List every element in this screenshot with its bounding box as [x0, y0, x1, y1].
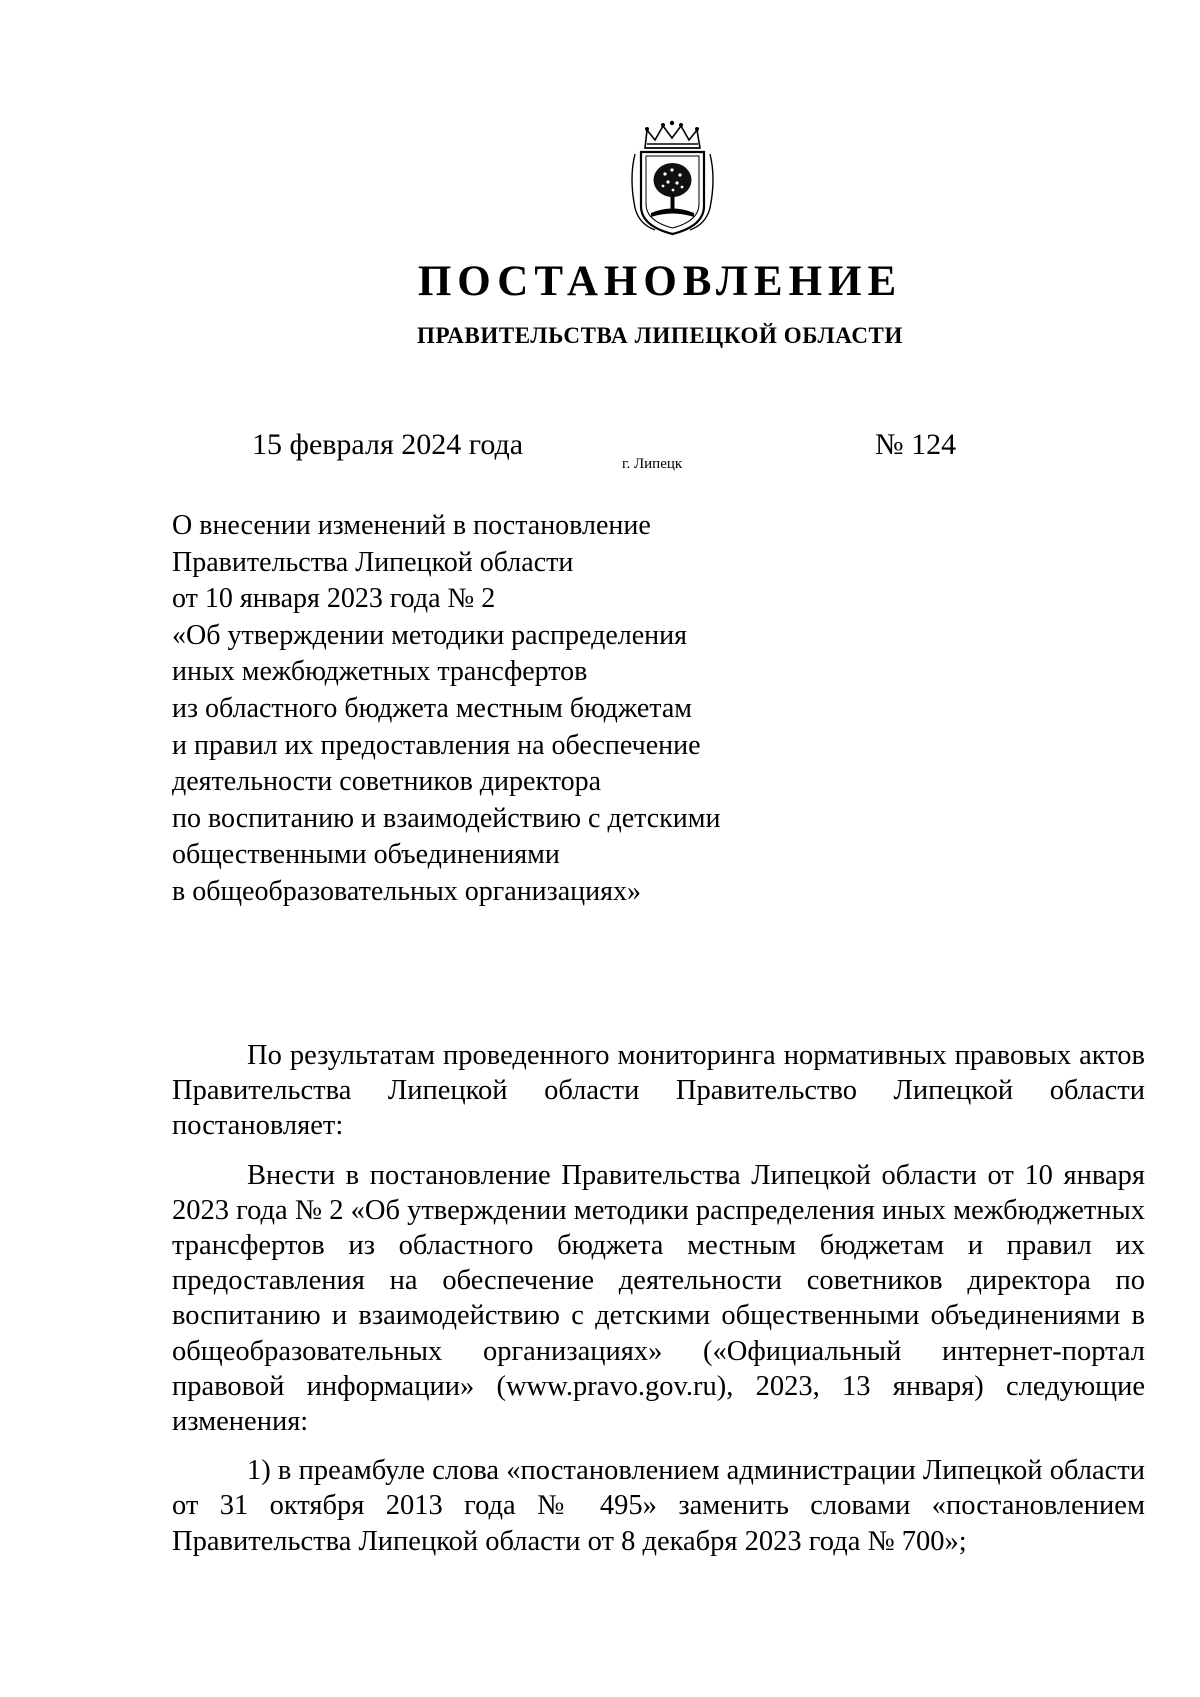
body-paragraph-preamble: По результатам проведенного мониторинга нормативных правовых актов Правительства Липецкой области Правительство Липецкой области постановляет: — [172, 1040, 1145, 1142]
subject-line: из областного бюджета местным бюджетам — [172, 692, 692, 724]
document-type-title: ПОСТАНОВЛЕНИЕ — [417, 258, 903, 305]
subject-line: «Об утверждении методики распределения — [172, 619, 688, 651]
subject-line: общественными объединениями — [172, 839, 560, 871]
document-issuer: ПРАВИТЕЛЬСТВА ЛИПЕЦКОЙ ОБЛАСТИ — [417, 323, 903, 348]
subject-line: иных межбюджетных трансфертов — [172, 656, 588, 688]
coat-of-arms-emblem — [625, 118, 720, 238]
document-number: № 124 — [875, 428, 957, 461]
subject-line: Правительства Липецкой области — [172, 546, 574, 578]
subject-line: в общеобразовательных организациях» — [172, 875, 641, 907]
document-date: 15 февраля 2024 года — [252, 428, 524, 461]
document-body — [172, 1038, 1145, 1559]
document-city: г. Липецк — [622, 456, 683, 472]
subject-line: по воспитанию и взаимодействию с детскими — [172, 802, 721, 834]
subject-line: и правил их предоставления на обеспечение — [172, 729, 701, 761]
subject-line: О внесении изменений в постановление — [172, 510, 651, 541]
subject-line: от 10 января 2023 года № 2 — [172, 583, 496, 615]
document-subject — [172, 508, 892, 911]
body-paragraph-item-1: 1) в преамбуле слова «постановлением администрации Липецкой области от 31 октября 2013 года № 495» заменить словами «постановлением Правительства Липецкой области от 8 декабря 2023 года № 700»; — [172, 1455, 1145, 1557]
subject-line: деятельности советников директора — [172, 766, 601, 798]
body-paragraph-amendment: Внести в постановление Правительства Липецкой области от 10 января 2023 года № 2 «Об утверждении методики распределения иных межбюджетных трансфертов из областного бюджета местным бюджетам и правил их предоставления на обеспечение деятельности советников директора по воспитанию и взаимодействию с детскими общественными объединениями в общеобразовательных организациях» («Официальный интернет-портал правовой информации» (www.pravo.gov.ru), 2023, 13 января) следующие изменения: — [172, 1159, 1145, 1438]
